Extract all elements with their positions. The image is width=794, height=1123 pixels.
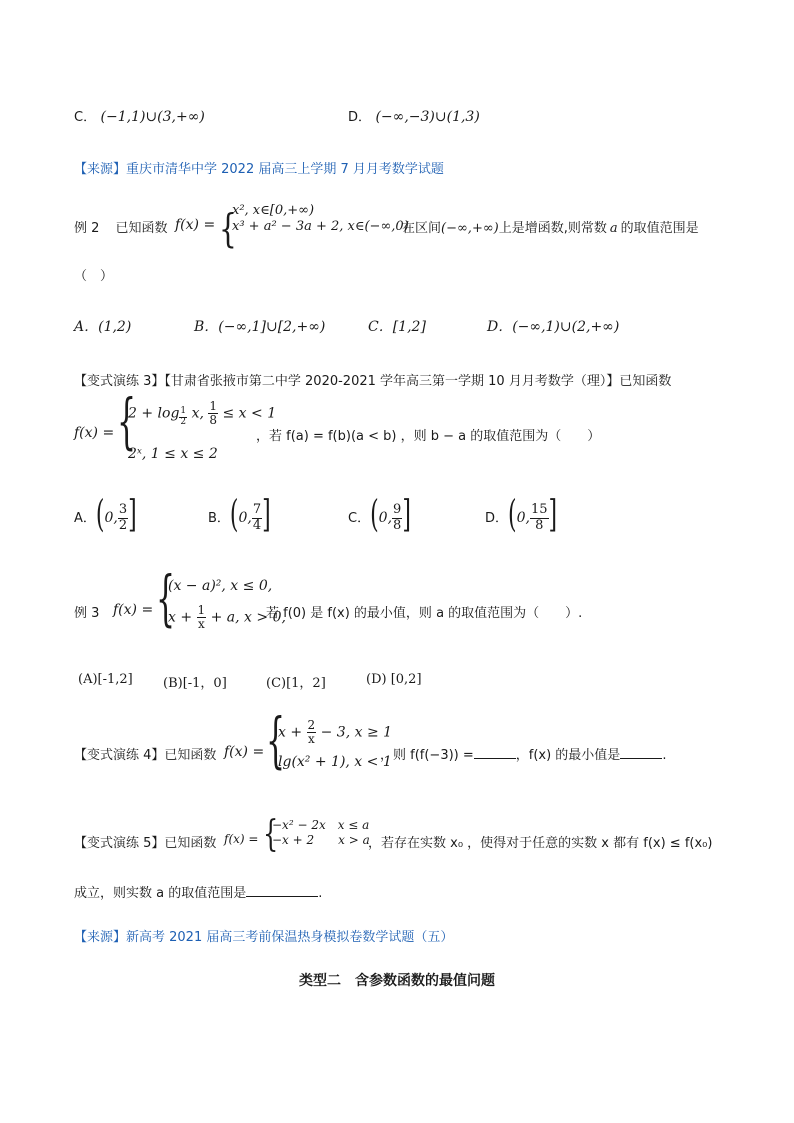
fraction: $\frac{2}{x}$ [307, 718, 316, 747]
source-note: 【来源】重庆市清华中学 2022 届高三上学期 7 月月考数学试题 [74, 162, 444, 177]
text: . [662, 748, 667, 763]
variation-3-heading: 【变式演练 3】【甘肃省张掖市第二中学 2020-2021 学年高三第一学期 10 月月考数学（理）】已知函数 [74, 374, 672, 389]
example-2-label [74, 217, 168, 236]
case-line [128, 400, 276, 430]
option-c-top [74, 106, 205, 125]
var4-cases [278, 719, 392, 772]
var3-option-a: A．(0, $\frac{3}{2}$ ] [74, 494, 137, 537]
variable: a [609, 221, 618, 236]
piecewise-brace: { [266, 706, 286, 777]
fraction: $\frac{3}{2}$ [118, 502, 128, 533]
fraction: $\frac{1}{8}$ [209, 399, 218, 428]
fx-label: f(x) = [175, 217, 216, 233]
case-text: x + [278, 724, 307, 741]
answer-paren: （ ） [74, 269, 114, 284]
interval: (−∞,+∞) [441, 221, 499, 236]
ex2-option-c: C．[1,2] [368, 319, 426, 335]
piecewise-brace: { [156, 564, 176, 635]
ex3-option-b: (B)[-1，0] [163, 676, 227, 691]
example-label: 例 2 [74, 221, 100, 236]
ex3-option-a: (A)[-1,2] [78, 672, 133, 687]
piecewise-brace: { [263, 813, 279, 855]
answer-blank[interactable] [474, 758, 516, 759]
fraction: $\frac{9}{8}$ [393, 502, 402, 533]
answer-blank[interactable] [620, 758, 662, 759]
option-label: D． [485, 511, 509, 526]
text: 成立，则实数 a 的取值范围是 [74, 886, 247, 901]
text: 的取值范围是 [620, 221, 699, 236]
case-text: ≤ x < 1 [218, 405, 277, 422]
case-text: + a, x > 0, [206, 609, 286, 626]
variation-4-heading: 【变式演练 4】已知函数 [74, 748, 217, 763]
fraction: $\frac{15}{8}$ [530, 502, 548, 533]
ex3-tail: 若 f(0) 是 f(x) 的最小值，则 a 的取值范围为（ ）. [266, 606, 583, 621]
option-value: (−∞,−3)∪(1,3) [375, 109, 480, 125]
ex2-option-b: B．(−∞,1]∪[2,+∞) [194, 319, 326, 335]
option-d-top [348, 106, 480, 125]
case-line: x², x∈[0,+∞) [232, 203, 315, 218]
ex3-option-d: (D) [0,2] [366, 672, 422, 687]
case-line: 2ˣ, 1 ≤ x ≤ 2 [128, 446, 218, 462]
ex3-option-c: (C)[1，2] [266, 676, 326, 691]
variation-5-heading: 【变式演练 5】已知函数 [74, 836, 217, 851]
ex2-option-d: D．(−∞,1)∪(2,+∞) [487, 319, 620, 335]
var3-option-d: D．(0, $\frac{15}{8}$ ] [485, 494, 558, 537]
case-text: x + [168, 609, 197, 626]
fraction: $\frac{7}{4}$ [252, 502, 262, 533]
fx-label: f(x) = [224, 744, 265, 760]
var3-option-c: C．(0, $\frac{9}{8}$ ] [348, 494, 411, 537]
var5-cases [272, 818, 370, 848]
section-title: 类型二 含参数函数的最值问题 [299, 973, 495, 989]
piecewise-brace: { [117, 387, 137, 458]
log-base: 1 2 [180, 405, 187, 427]
example-text: 已知函数 [115, 221, 168, 236]
text: . [318, 886, 323, 901]
text: 上是增函数,则常数 [498, 221, 607, 236]
example-3-label: 例 3 [74, 606, 100, 621]
case-line [278, 719, 392, 746]
case-text: 2 + log [128, 405, 180, 422]
case-line: −x + 2 x > a [272, 833, 370, 847]
option-label: B． [208, 511, 230, 526]
case-text: x, [187, 405, 209, 422]
var3-cases [128, 400, 276, 464]
option-label: D． [348, 110, 372, 125]
ex2-tail [402, 217, 699, 236]
fx-label: f(x) = [74, 425, 115, 441]
var3-tail: ，若 f(a) = f(b)(a < b) ，则 b − a 的取值范围为（ ） [256, 429, 601, 444]
answer-blank[interactable] [246, 896, 318, 897]
text: ，则 f(f(−3)) = [380, 748, 474, 763]
var3-option-b: B．(0, $\frac{7}{4}$ ] [208, 494, 271, 537]
text: ，f(x) 的最小值是 [515, 748, 621, 763]
option-value: (−1,1)∪(3,+∞) [100, 109, 205, 125]
text: 在区间 [402, 221, 442, 236]
var5-tail: ，若存在实数 x₀ ，使得对于任意的实数 x 都有 f(x) ≤ f(x₀) [368, 836, 713, 851]
var4-tail [380, 744, 666, 763]
case-line: lg(x² + 1), x < 1 [278, 754, 392, 771]
source-note: 【来源】新高考 2021 届高三考前保温热身模拟卷数学试题（五） [74, 930, 454, 945]
fx-label: f(x) = [224, 832, 259, 846]
fx-label: f(x) = [113, 602, 154, 618]
case-text: − 3, x ≥ 1 [316, 724, 393, 741]
option-label: C． [74, 110, 97, 125]
option-label: A． [74, 511, 96, 526]
ex2-cases [232, 203, 409, 236]
case-line: (x − a)², x ≤ 0, [168, 578, 273, 594]
var5-line2 [74, 882, 322, 901]
piecewise-brace: { [219, 205, 237, 252]
case-line: −x² − 2x x ≤ a [272, 818, 370, 832]
option-label: C． [348, 511, 371, 526]
ex2-option-a: A．(1,2) [74, 319, 132, 335]
case-line: x³ + a² − 3a + 2, x∈(−∞,0) [232, 219, 409, 235]
fraction: $\frac{1}{x}$ [197, 602, 206, 631]
